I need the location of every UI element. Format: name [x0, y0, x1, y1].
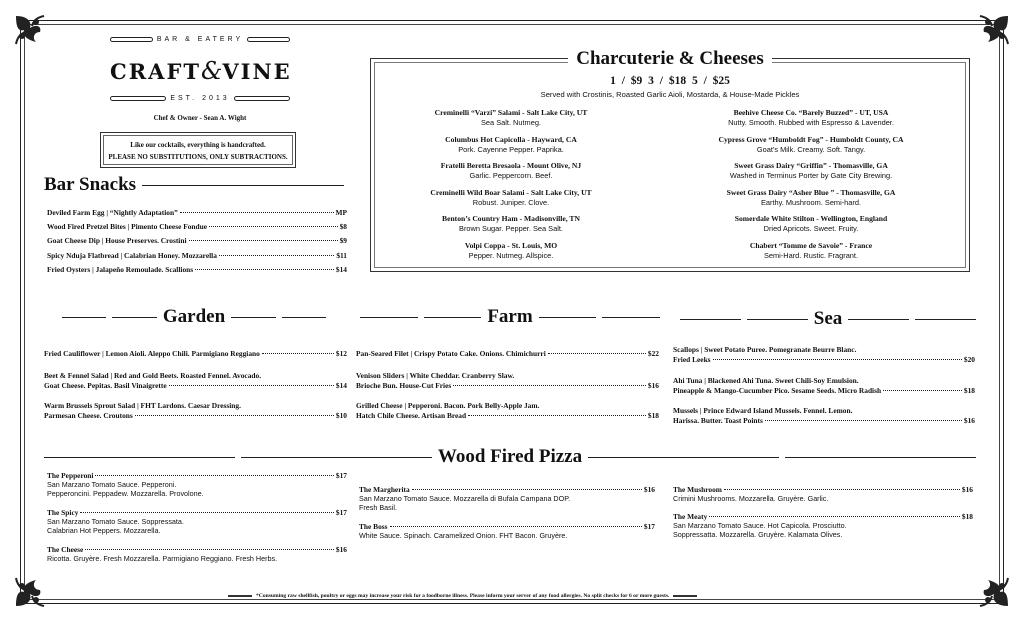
- item-price: $11: [336, 250, 347, 260]
- item-price: $22: [647, 349, 659, 358]
- item-name: Goat Cheese Dip | House Preserves. Crostini: [47, 236, 187, 246]
- item-description: San Marzano Tomato Sauce. Hot Capicola. Prosciutto.: [673, 521, 847, 530]
- item-name: Pineapple & Mango-Cucumber Pico. Sesame Seeds. Micro Radish: [673, 386, 882, 395]
- menu-item: [673, 406, 975, 426]
- disclaimer: *Consuming raw shellfish, poultry or eggs may increase your risk for a foodborne illness. Please inform your server of any food allergies. No split checks for 6 or more guests.: [228, 593, 697, 599]
- menu-item: [673, 376, 975, 396]
- corner-ornament-icon: [966, 564, 1010, 608]
- charcuterie-meat-item: [381, 108, 641, 127]
- item-price: MP: [335, 208, 347, 217]
- pizza-item: [359, 485, 655, 512]
- item-name: Spicy Nduja Flatbread | Calabrian Honey. Mozzarella: [47, 250, 217, 260]
- item-name: Beehive Cheese Co. “Barely Buzzed” - UT, USA: [733, 108, 889, 117]
- pizza-item: [47, 545, 347, 563]
- item-name: Cypress Grove “Humboldt Fog” - Humboldt County, CA: [718, 134, 904, 144]
- item-price: $20: [963, 355, 975, 364]
- menu-item: [673, 345, 975, 365]
- item-description: Pepperoncini. Peppadew. Mozzarella. Provolone.: [47, 489, 204, 498]
- item-line: Scallops | Sweet Potato Puree. Pomegranate Beurre Blanc.: [673, 345, 857, 354]
- item-description: Garlic. Peppercorn. Beef.: [469, 171, 553, 180]
- charcuterie-cheese-item: [681, 188, 941, 207]
- item-description: Brown Sugar. Pepper. Sea Salt.: [459, 224, 563, 233]
- item-name: Creminelli Wild Boar Salami - Salt Lake City, UT: [430, 187, 592, 197]
- menu-item: [44, 349, 347, 359]
- pizza-item: [47, 471, 347, 498]
- charcuterie-cheese-item: [681, 241, 941, 260]
- farm-heading: Farm: [360, 306, 660, 328]
- item-name: Volpi Coppa - St. Louis, MO: [464, 240, 558, 250]
- item-name: Sweet Grass Dairy “Asher Blue ” - Thomasville, GA: [726, 187, 896, 197]
- charcuterie-box: [370, 58, 970, 272]
- item-description: Calabrian Hot Peppers. Mozzarella.: [47, 526, 161, 535]
- item-line: Warm Brussels Sprout Salad | FHT Lardons. Caesar Dressing.: [44, 401, 241, 410]
- item-name: Fried Leeks: [673, 355, 711, 364]
- menu-item: [47, 251, 347, 260]
- item-line: Beet & Fennel Salad | Red and Gold Beets. Roasted Fennel. Avocado.: [44, 371, 262, 380]
- item-description: Nutty. Smooth. Rubbed with Espresso & Lavender.: [728, 118, 894, 127]
- item-price: $10: [335, 411, 347, 420]
- item-name: The Mushroom: [673, 485, 722, 494]
- item-name: The Cheese: [47, 545, 84, 554]
- item-name: The Meaty: [673, 512, 708, 521]
- item-price: $17: [335, 471, 347, 480]
- item-description: San Marzano Tomato Sauce. Mozzarella di Bufala Campana DOP.: [359, 494, 571, 503]
- charcuterie-served-with: Served with Crostinis, Roasted Garlic Aioli, Mostarda, & House-Made Pickles: [540, 90, 800, 99]
- item-description: Pork. Cayenne Pepper. Paprika.: [458, 144, 564, 154]
- restaurant-logo: [110, 36, 290, 122]
- item-name: The Margherita: [359, 485, 410, 494]
- item-line: Ahi Tuna | Blackened Ahi Tuna. Sweet Chili-Soy Emulsion.: [673, 376, 859, 385]
- menu-item: [47, 222, 347, 231]
- item-description: Soppressatta. Mozzarella. Gruyère. Kalamata Olives.: [673, 530, 843, 539]
- corner-ornament-icon: [14, 14, 58, 58]
- item-name: Goat Cheese. Pepitas. Basil Vinaigrette: [44, 381, 167, 390]
- item-description: Robust. Juniper. Clove.: [472, 197, 550, 207]
- item-name: Parmesan Cheese. Croutons: [44, 411, 133, 420]
- item-name: Hatch Chile Cheese. Artisan Bread: [356, 411, 467, 420]
- charcuterie-meat-item: [381, 188, 641, 207]
- item-price: $17: [335, 508, 347, 517]
- logo-tagline: BAR & EATERY: [110, 36, 290, 43]
- charcuterie-heading: Charcuterie & Cheeses: [370, 48, 970, 70]
- item-description: Pepper. Nutmeg. Allspice.: [468, 250, 554, 260]
- charcuterie-prices: 1 / $9 3 / $18 5 / $25: [610, 75, 730, 87]
- pizza-item: [47, 508, 347, 535]
- item-description: Dried Apricots. Sweet. Fruity.: [763, 224, 859, 233]
- garden-heading: Garden: [44, 306, 344, 328]
- menu-item: [356, 349, 659, 359]
- item-price: $16: [335, 545, 347, 554]
- item-description: Washed in Terminus Porter by Gate City Brewing.: [729, 171, 893, 180]
- item-name: Brioche Bun. House-Cut Fries: [356, 381, 452, 390]
- item-name: Somerdale White Stilton - Wellington, England: [734, 214, 888, 223]
- item-name: Creminelli “Varzi” Salami - Salt Lake City, UT: [434, 108, 588, 117]
- charcuterie-cheese-item: [681, 135, 941, 154]
- item-description: Ricotta. Gruyère. Fresh Mozzarella. Parmigiano Reggiano. Fresh Herbs.: [47, 554, 278, 563]
- charcuterie-meat-item: [381, 135, 641, 154]
- pizza-heading: Wood Fired Pizza: [44, 446, 976, 468]
- logo-name: CRAFT&VINE: [110, 57, 292, 85]
- item-description: San Marzano Tomato Sauce. Soppressata.: [47, 517, 184, 526]
- item-name: The Spicy: [47, 508, 79, 517]
- item-name: The Pepperoni: [47, 471, 94, 480]
- item-price: $9: [339, 236, 347, 246]
- charcuterie-cheese-item: [681, 161, 941, 180]
- item-description: Crimini Mushrooms. Mozzarella. Gruyère. Garlic.: [673, 494, 829, 503]
- logo-established: EST. 2013: [110, 95, 290, 102]
- item-name: Fratelli Beretta Bresaola - Mount Olive, NJ: [440, 161, 582, 170]
- item-name: Deviled Farm Egg | “Nightly Adaptation”: [47, 208, 178, 217]
- pizza-item: [359, 522, 655, 540]
- pizza-item: [673, 512, 973, 539]
- item-price: $14: [335, 381, 347, 390]
- item-name: Fried Cauliflower | Lemon Aioli. Aleppo Chili. Parmigiano Reggiano: [44, 349, 260, 358]
- item-name: Wood Fired Pretzel Bites | Pimento Cheese Fondue: [47, 222, 208, 232]
- item-name: Sweet Grass Dairy “Griffin” - Thomasville, GA: [734, 161, 888, 170]
- item-line: Venison Sliders | White Cheddar. Cranberry Slaw.: [356, 371, 515, 380]
- charcuterie-meat-item: [381, 241, 641, 260]
- menu-item: [47, 236, 347, 245]
- menu-item: [47, 265, 347, 274]
- corner-ornament-icon: [966, 14, 1010, 58]
- charcuterie-meat-item: [381, 214, 641, 233]
- item-price: $16: [963, 416, 975, 425]
- item-price: $16: [647, 381, 659, 390]
- item-price: $18: [647, 411, 659, 420]
- menu-item: [44, 371, 347, 391]
- item-name: Chabert “Tomme de Savoie” - France: [749, 240, 873, 250]
- item-name: Benton’s Country Ham - Madisonville, TN: [442, 214, 580, 223]
- house-note: Like our cocktails, everything is handcrafted. PLEASE NO SUBSTITUTIONS, ONLY SUBTRACTIONS.: [100, 132, 296, 168]
- charcuterie-meat-item: [381, 161, 641, 180]
- corner-ornament-icon: [14, 564, 58, 608]
- charcuterie-cheese-item: [681, 214, 941, 233]
- bar-snacks-heading: Bar Snacks: [44, 174, 344, 196]
- sea-heading: Sea: [680, 308, 976, 330]
- pizza-item: [673, 485, 973, 503]
- charcuterie-cheese-item: [681, 108, 941, 127]
- menu-item: [44, 401, 347, 421]
- item-line: Mussels | Prince Edward Island Mussels. Fennel. Lemon.: [673, 406, 853, 415]
- item-name: Columbus Hot Capicolla - Hayward, CA: [445, 134, 577, 144]
- item-name: The Boss: [359, 522, 388, 531]
- item-name: Fried Oysters | Jalapeño Remoulade. Scallions: [47, 264, 194, 274]
- item-price: $16: [961, 485, 973, 494]
- item-description: Sea Salt. Nutmeg.: [481, 118, 541, 127]
- item-price: $18: [961, 512, 973, 521]
- item-description: Semi-Hard. Rustic. Fragrant.: [763, 250, 859, 260]
- item-price: $18: [963, 386, 975, 395]
- item-price: $17: [643, 522, 655, 531]
- chef-credit: Chef & Owner - Sean A. Wight: [153, 114, 247, 122]
- item-description: White Sauce. Spinach. Caramelized Onion. FHT Bacon. Gruyère.: [359, 531, 568, 540]
- menu-item: [356, 401, 659, 421]
- item-price: $8: [339, 222, 347, 232]
- item-price: $12: [335, 349, 347, 358]
- item-line: Grilled Cheese | Pepperoni. Bacon. Pork Belly-Apple Jam.: [356, 401, 540, 410]
- item-description: Goat’s Milk. Creamy. Soft. Tangy.: [756, 144, 866, 154]
- menu-item: [356, 371, 659, 391]
- item-name: Pan-Seared Filet | Crispy Potato Cake. Onions. Chimichurri: [356, 349, 546, 358]
- item-name: Harissa. Butter. Toast Points: [673, 416, 763, 425]
- menu-item: [47, 208, 347, 217]
- item-price: $14: [335, 264, 347, 274]
- item-description: Earthy. Mushroom. Semi-hard.: [760, 197, 862, 207]
- item-description: Fresh Basil.: [359, 503, 397, 512]
- item-price: $16: [643, 485, 655, 494]
- item-description: San Marzano Tomato Sauce. Pepperoni.: [47, 480, 177, 489]
